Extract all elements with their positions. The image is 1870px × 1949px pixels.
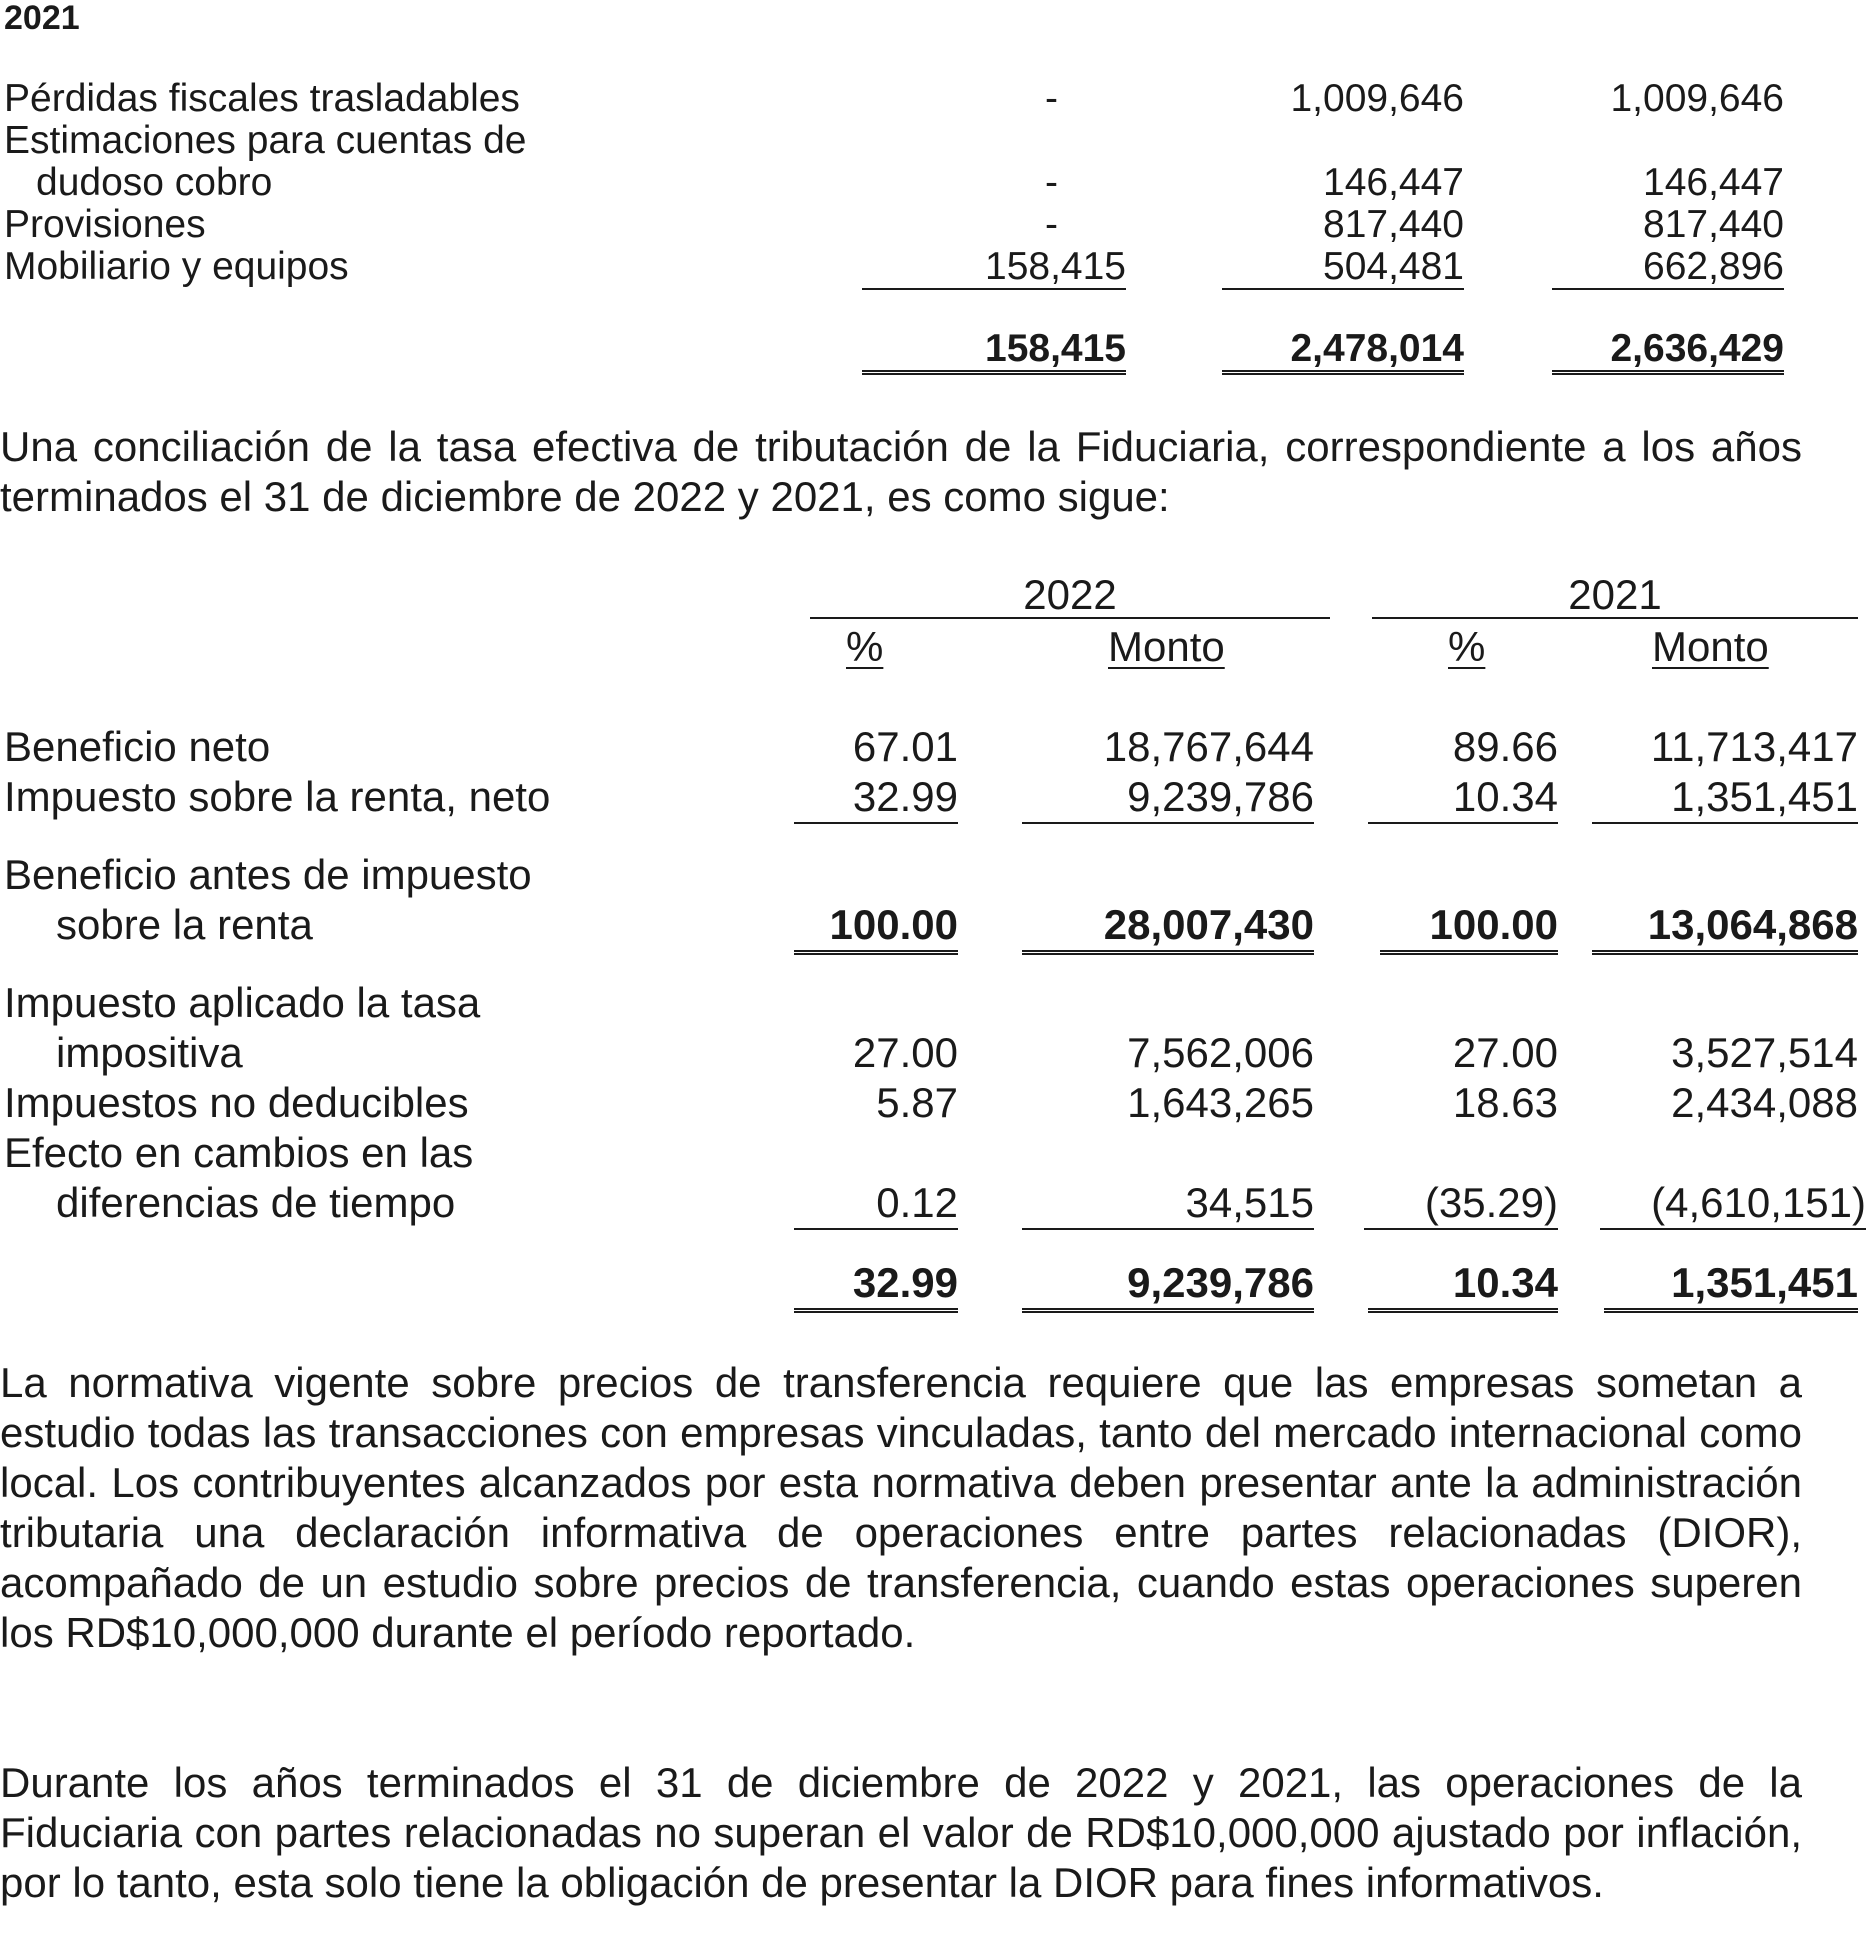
recon-cell-amount: 1,351,451 <box>1592 772 1858 824</box>
deferred-cell: 1,009,646 <box>1610 77 1784 120</box>
recon-cell-pct: 10.34 <box>1368 772 1558 824</box>
recon-cell-pct: 0.12 <box>794 1178 958 1230</box>
recon-cell-amount: 13,064,868 <box>1592 900 1858 955</box>
recon-cell-pct: 100.00 <box>1380 900 1558 955</box>
deferred-cell: - <box>1045 77 1058 120</box>
recon-row-label: Impuesto aplicado la tasa <box>4 979 481 1026</box>
recon-cell-amount: 3,527,514 <box>1671 1029 1858 1076</box>
year-header-2021: 2021 <box>1568 571 1662 618</box>
recon-cell-pct: 32.99 <box>794 772 958 824</box>
related-parties-paragraph: Durante los años terminados el 31 de diciembre de 2022 y 2021, las operaciones de la Fiduciaria con partes relacionadas no superan el valor de RD$10,000,000 ajustado por inflación, por lo tanto, esta solo tiene la obligación de presentar la DIOR para fines informativos. <box>0 1759 1802 1906</box>
deferred-cell: 504,481 <box>1222 246 1464 290</box>
recon-total-pct: 32.99 <box>794 1258 958 1313</box>
deferred-row-label: Estimaciones para cuentas de <box>4 119 527 162</box>
deferred-row-label: Provisiones <box>4 203 206 246</box>
recon-cell-pct: 18.63 <box>1452 1079 1558 1126</box>
amount-header: Monto <box>1652 623 1769 670</box>
recon-cell-amount: 28,007,430 <box>1022 900 1314 955</box>
recon-cell-pct: 27.00 <box>852 1029 958 1076</box>
recon-cell-amount: 34,515 <box>1022 1178 1314 1230</box>
recon-row-label: Beneficio antes de impuesto <box>4 851 532 898</box>
recon-cell-pct: 67.01 <box>852 723 958 770</box>
deferred-cell: - <box>1045 203 1058 246</box>
recon-cell-amount: 1,643,265 <box>1127 1079 1314 1126</box>
deferred-cell: 146,447 <box>1323 161 1464 204</box>
recon-cell-pct: 27.00 <box>1452 1029 1558 1076</box>
deferred-row-label-cont: dudoso cobro <box>36 161 273 204</box>
recon-cell-amount: 18,767,644 <box>1103 723 1314 770</box>
recon-cell-amount: (4,610,151) <box>1600 1178 1866 1230</box>
deferred-total-cell: 2,636,429 <box>1552 328 1784 375</box>
deferred-row-label: Pérdidas fiscales trasladables <box>4 77 520 120</box>
deferred-cell: 817,440 <box>1643 203 1784 246</box>
recon-row-label: Efecto en cambios en las <box>4 1129 474 1176</box>
recon-cell-amount: 2,434,088 <box>1671 1079 1858 1126</box>
recon-cell-pct: 100.00 <box>794 900 958 955</box>
deferred-cell: 146,447 <box>1643 161 1784 204</box>
recon-total-amount: 9,239,786 <box>1022 1258 1314 1313</box>
recon-cell-amount: 7,562,006 <box>1127 1029 1314 1076</box>
recon-row-label-cont: diferencias de tiempo <box>56 1179 456 1226</box>
intro-paragraph: Una conciliación de la tasa efectiva de tributación de la Fiduciaria, correspondiente a los años terminados el 31 de diciembre de 2022 y 2021, es como sigue: <box>0 423 1802 520</box>
recon-cell-pct: (35.29) <box>1364 1178 1558 1230</box>
recon-row-label: Impuestos no deducibles <box>4 1079 469 1126</box>
recon-cell-amount: 11,713,417 <box>1650 723 1858 770</box>
recon-cell-pct: 5.87 <box>876 1079 958 1126</box>
deferred-cell: 662,896 <box>1552 246 1784 290</box>
recon-row-label-cont: impositiva <box>56 1029 243 1076</box>
pct-header: % <box>1448 623 1486 670</box>
recon-row-label-cont: sobre la renta <box>56 901 313 948</box>
year-header-rule <box>1372 617 1858 619</box>
deferred-total-cell: 158,415 <box>862 328 1126 375</box>
recon-cell-pct: 89.66 <box>1452 723 1558 770</box>
recon-total-pct: 10.34 <box>1368 1258 1558 1313</box>
section-year-heading: 2021 <box>4 0 80 37</box>
deferred-cell: 158,415 <box>862 246 1126 290</box>
deferred-row-label: Mobiliario y equipos <box>4 245 349 288</box>
transfer-pricing-paragraph: La normativa vigente sobre precios de transferencia requiere que las empresas sometan a estudio todas las transacciones con empresas vinculadas, tanto del mercado internacional como local. Los contribuyentes alcanzados por esta normativa deben presentar ante la administración tributaria una declaración informativa de operaciones entre partes relacionadas (DIOR), acompañado de un estudio sobre precios de transferencia, cuando estas operaciones superen los RD$10,000,000 durante el período reportado. <box>0 1359 1802 1656</box>
recon-total-amount: 1,351,451 <box>1604 1258 1858 1313</box>
deferred-cell: - <box>1045 161 1058 204</box>
recon-row-label: Beneficio neto <box>4 723 271 770</box>
deferred-cell: 1,009,646 <box>1290 77 1464 120</box>
deferred-total-cell: 2,478,014 <box>1222 328 1464 375</box>
recon-row-label: Impuesto sobre la renta, neto <box>4 773 551 820</box>
amount-header: Monto <box>1108 623 1225 670</box>
deferred-cell: 817,440 <box>1323 203 1464 246</box>
year-header-rule <box>810 617 1330 619</box>
pct-header: % <box>846 623 884 670</box>
recon-cell-amount: 9,239,786 <box>1022 772 1314 824</box>
year-header-2022: 2022 <box>1023 571 1117 618</box>
